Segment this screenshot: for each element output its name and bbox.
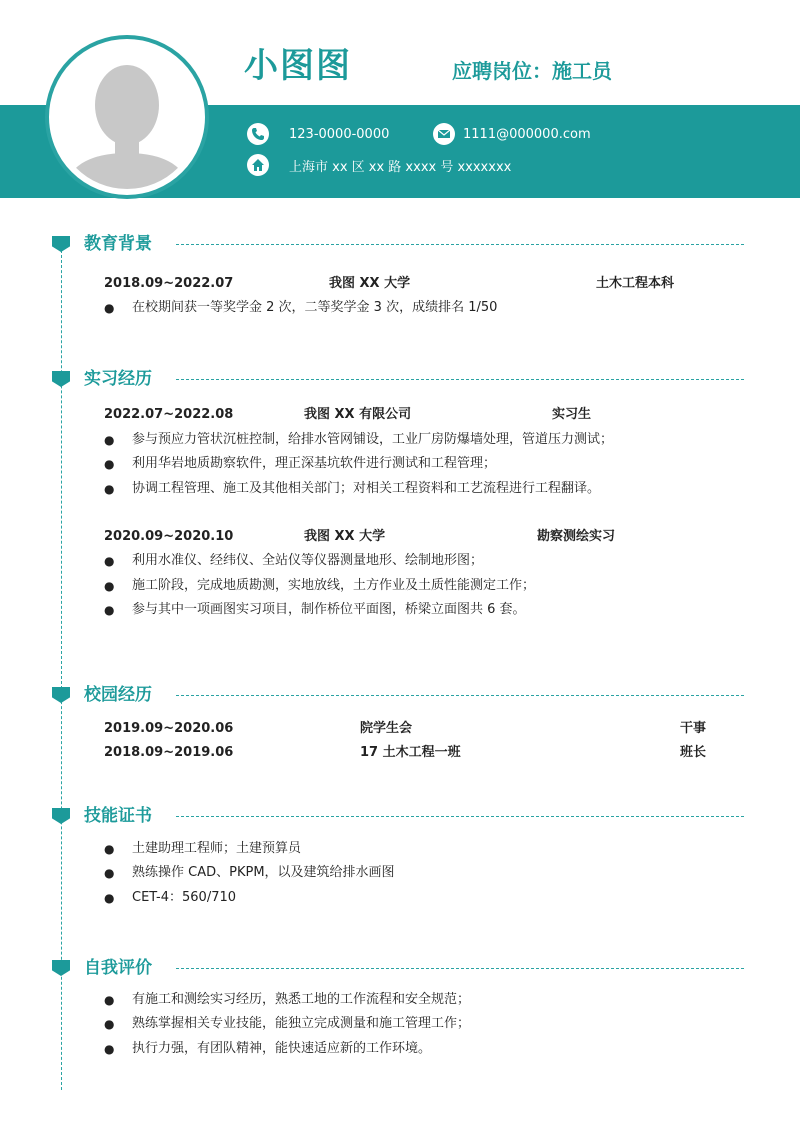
envelope-icon (433, 123, 455, 145)
address-text: 上海市 xx 区 xx 路 xxxx 号 xxxxxxx (289, 159, 512, 175)
bullet-icon: ● (104, 301, 115, 315)
date: 2018.09~2022.07 (104, 276, 234, 291)
education-row (104, 273, 744, 295)
section-divider (176, 379, 744, 380)
section-internship (52, 366, 752, 392)
item-text: 土建助理工程师；土建预算员 (132, 841, 302, 856)
bullet-icon: ● (104, 554, 115, 568)
list-item (104, 478, 744, 500)
bullet-icon: ● (104, 457, 115, 471)
organization: 我图 XX 大学 (329, 276, 411, 291)
item-text: 熟练操作 CAD、PKPM，以及建筑给排水画图 (132, 865, 395, 880)
internship-row (104, 404, 744, 426)
date: 2020.09~2020.10 (104, 529, 234, 544)
section-marker-icon (52, 687, 70, 703)
item-text: 利用华岩地质勘察软件，理正深基坑软件进行测试和工程管理； (132, 456, 497, 471)
bullet-icon: ● (104, 1017, 115, 1031)
item-text: 利用水准仪、经纬仪、全站仪等仪器测量地形、绘制地形图； (132, 553, 484, 568)
organization: 院学生会 (360, 721, 413, 736)
email-row (433, 123, 591, 145)
phone-row (247, 123, 389, 145)
bullet-icon: ● (104, 842, 115, 856)
bullet-icon: ● (104, 1042, 115, 1056)
role: 实习生 (552, 407, 592, 422)
item-text: 执行力强，有团队精神，能快速适应新的工作环境。 (132, 1041, 432, 1056)
list-item (104, 887, 744, 909)
section-marker-icon (52, 371, 70, 387)
section-title: 自我评价 (84, 958, 152, 978)
organization: 我图 XX 有限公司 (304, 407, 412, 422)
phone-icon (247, 123, 269, 145)
section-divider (176, 968, 744, 969)
home-icon (247, 154, 269, 176)
list-item (104, 575, 744, 597)
list-item (104, 550, 744, 572)
section-education (52, 231, 752, 257)
section-self-evaluation (52, 955, 752, 981)
campus-row (104, 718, 744, 740)
item-text: 协调工程管理、施工及其他相关部门；对相关工程资料和工艺流程进行工程翻译。 (132, 481, 601, 496)
section-skills (52, 803, 752, 829)
section-divider (176, 244, 744, 245)
list-item (104, 838, 744, 860)
section-title: 技能证书 (84, 806, 152, 826)
section-title: 教育背景 (84, 234, 152, 254)
date: 2022.07~2022.08 (104, 407, 234, 422)
section-marker-icon (52, 808, 70, 824)
internship-row (104, 526, 744, 548)
campus-row (104, 742, 744, 764)
date: 2019.09~2020.06 (104, 721, 234, 736)
organization: 17 土木工程一班 (360, 745, 461, 760)
job-title: 应聘岗位：施工员 (452, 59, 612, 83)
list-item (104, 862, 744, 884)
item-text: 施工阶段，完成地质勘测，实地放线，土方作业及土质性能测定工作； (132, 578, 536, 593)
list-item (104, 429, 744, 451)
bullet-icon: ● (104, 866, 115, 880)
role: 土木工程本科 (596, 276, 675, 291)
avatar (45, 35, 209, 199)
role: 班长 (680, 745, 707, 760)
item-text: 有施工和测绘实习经历，熟悉工地的工作流程和安全规范； (132, 992, 471, 1007)
section-divider (176, 816, 744, 817)
section-title: 校园经历 (84, 685, 152, 705)
section-marker-icon (52, 236, 70, 252)
list-item (104, 989, 744, 1011)
section-marker-icon (52, 960, 70, 976)
bullet-icon: ● (104, 433, 115, 447)
item-text: 参与其中一项画图实习项目，制作桥位平面图，桥梁立面图共 6 套。 (132, 602, 526, 617)
list-item (104, 1038, 744, 1060)
section-campus (52, 682, 752, 708)
list-item (104, 1013, 744, 1035)
phone-text: 123-0000-0000 (289, 126, 390, 142)
candidate-name: 小图图 (244, 46, 352, 86)
address-row (247, 154, 511, 176)
role: 勘察测绘实习 (537, 529, 616, 544)
bullet-icon: ● (104, 482, 115, 496)
bullet-icon: ● (104, 579, 115, 593)
list-item (104, 599, 744, 621)
item-text: 熟练掌握相关专业技能，能独立完成测量和施工管理工作； (132, 1016, 471, 1031)
email-text: 1111@000000.com (463, 126, 591, 142)
person-silhouette-icon (55, 45, 199, 189)
bullet-icon: ● (104, 891, 115, 905)
bullet-icon: ● (104, 603, 115, 617)
organization: 我图 XX 大学 (304, 529, 386, 544)
section-title: 实习经历 (84, 369, 152, 389)
date: 2018.09~2019.06 (104, 745, 234, 760)
item-text: 参与预应力管状沉桩控制，给排水管网铺设，工业厂房防爆墙处理，管道压力测试； (132, 432, 614, 447)
bullet-icon: ● (104, 993, 115, 1007)
list-item (104, 453, 744, 475)
item-text: 在校期间获一等奖学金 2 次，二等奖学金 3 次，成绩排名 1/50 (132, 300, 498, 315)
item-text: CET-4：560/710 (132, 890, 237, 905)
section-divider (176, 695, 744, 696)
role: 干事 (680, 721, 707, 736)
list-item (104, 297, 744, 319)
